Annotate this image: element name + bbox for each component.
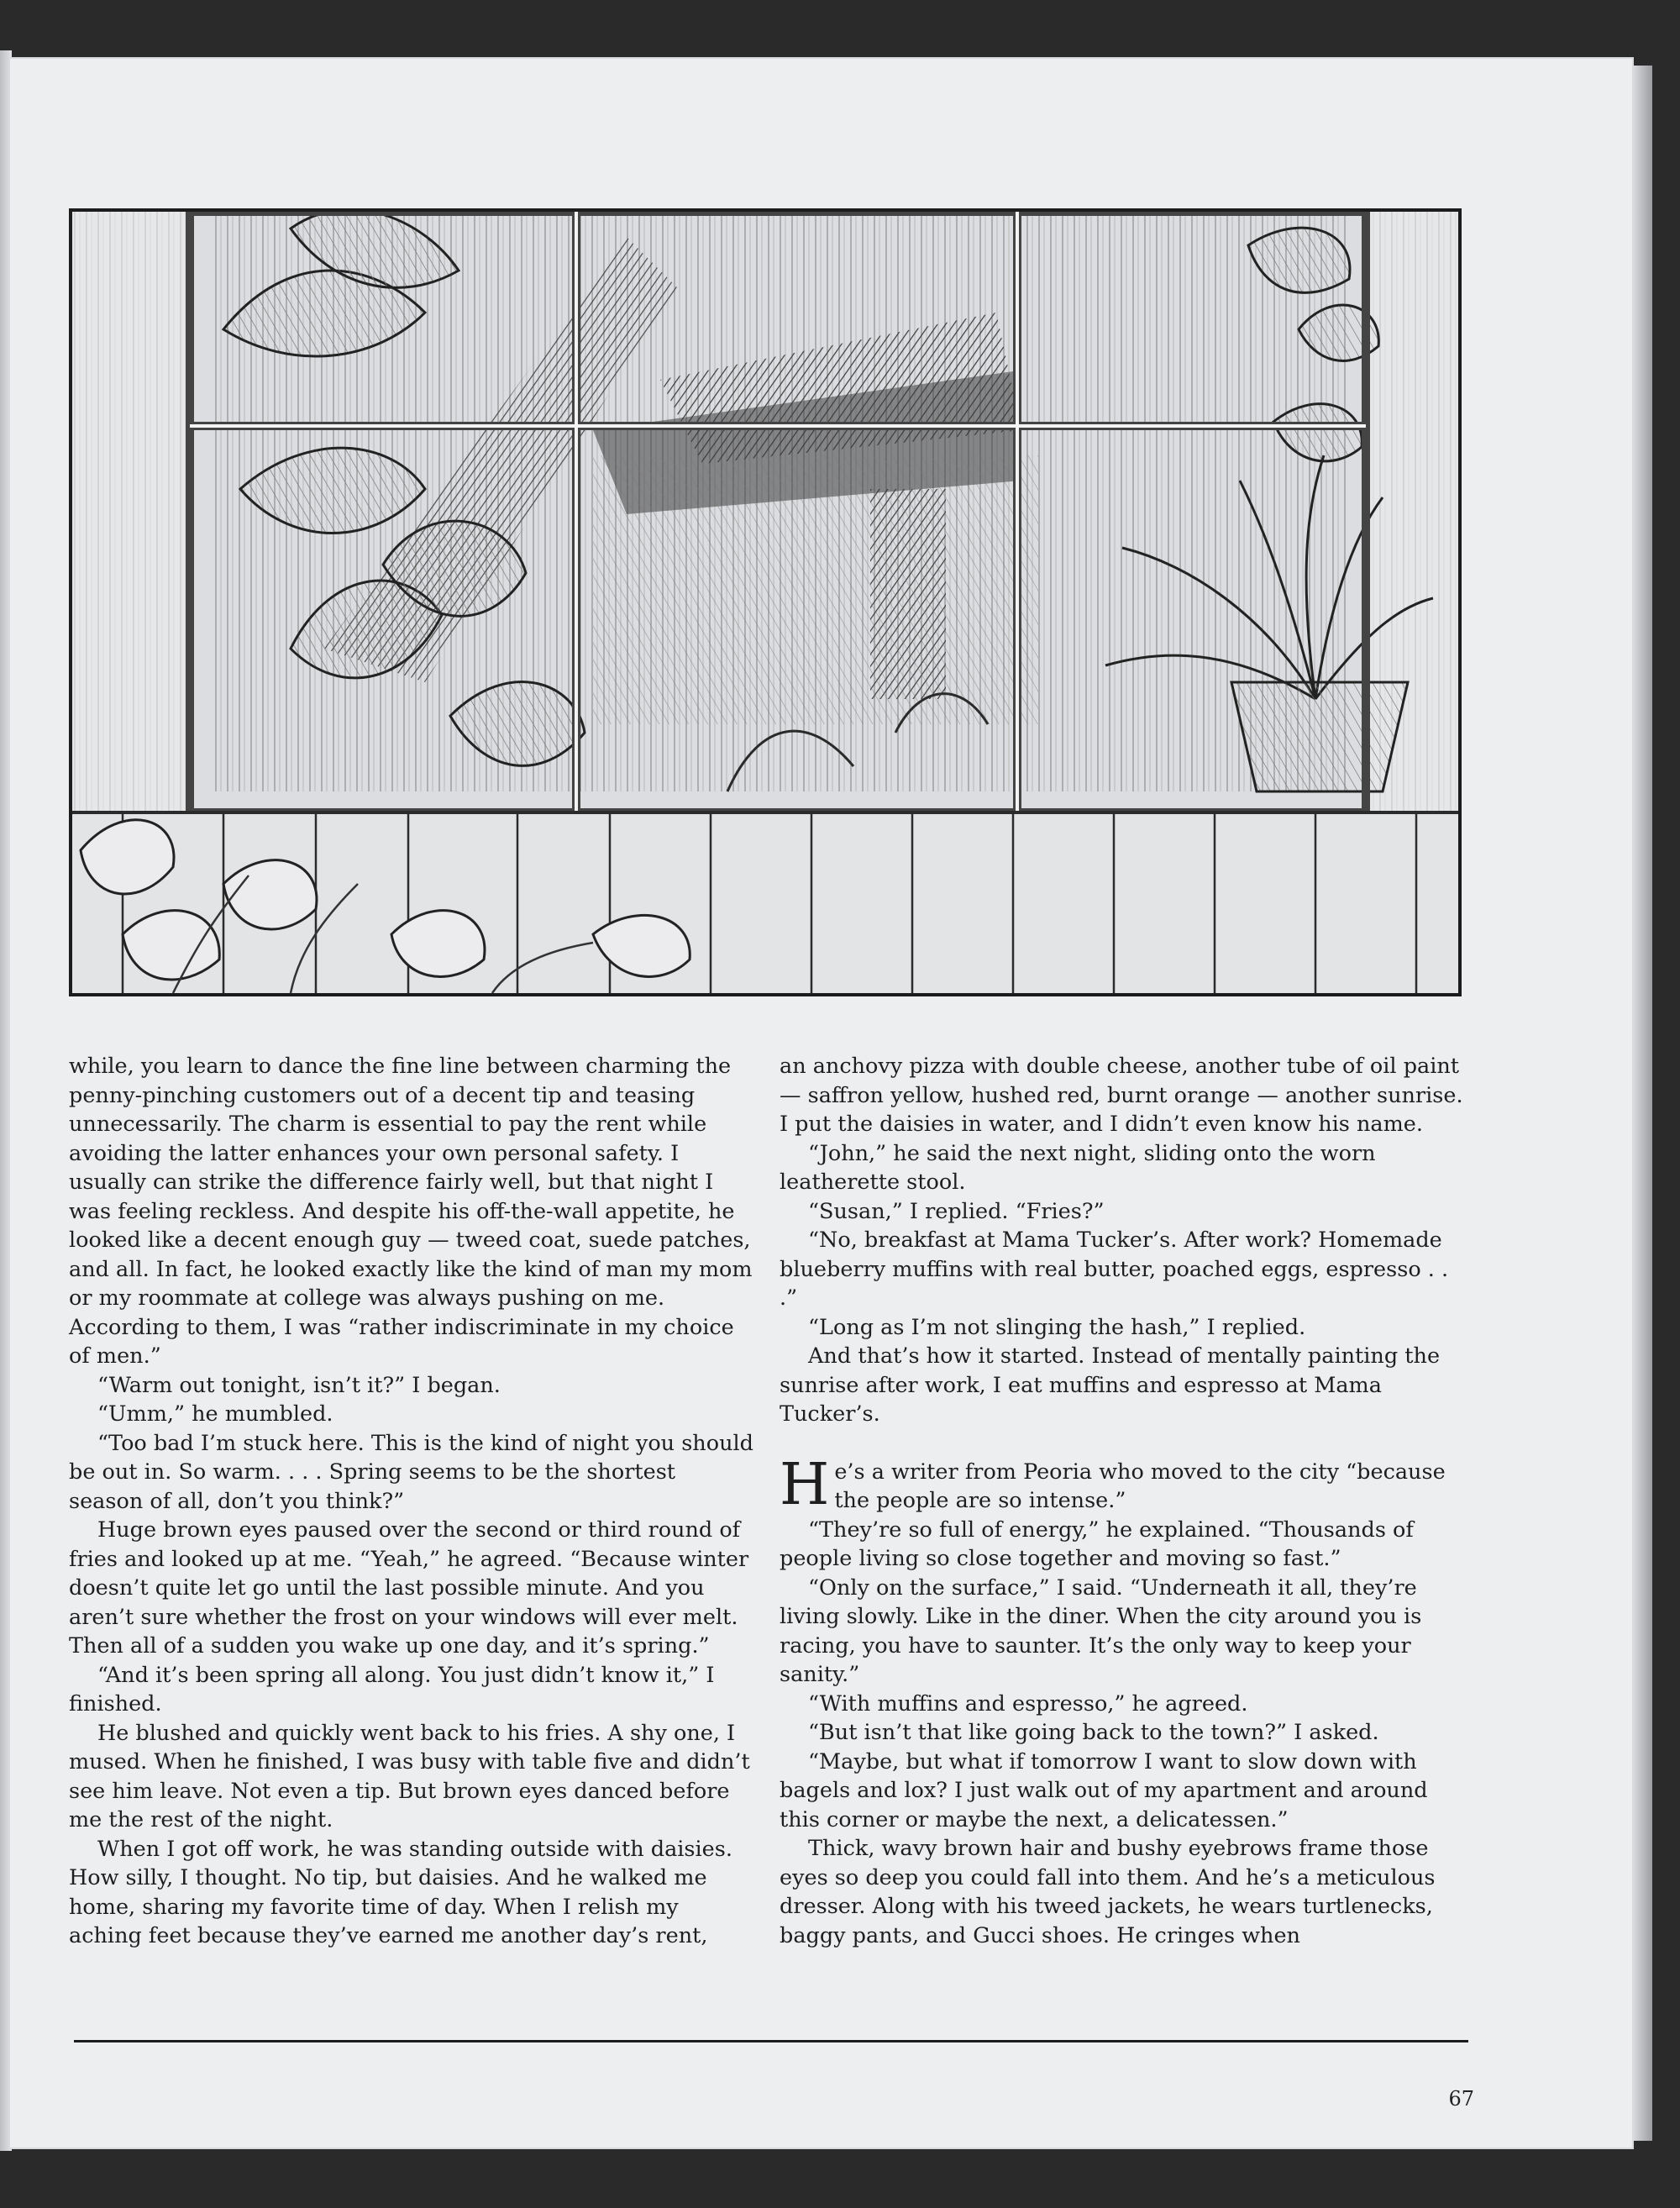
section-opening-paragraph: [780, 1451, 1464, 1518]
paragraph: “Long as I’m not slinging the hash,” I replied.: [808, 1314, 1306, 1340]
pencil-sketch-window-plants-icon: [72, 212, 1458, 993]
drop-cap: H: [780, 1451, 830, 1518]
paragraph: “No, breakfast at Mama Tucker’s. After work? Homemade blueberry muffins with real butter, poached eggs, espresso . . .”: [780, 1228, 1449, 1311]
paragraph: “With muffins and espresso,” he agreed.: [808, 1690, 1248, 1716]
paragraph: And that’s how it started. Instead of mentally painting the sunrise after work, I eat muffins and espresso at Mama Tucker’s.: [780, 1343, 1441, 1427]
paragraph: “But isn’t that like going back to the town?” I asked.: [808, 1720, 1379, 1745]
paragraph: Huge brown eyes paused over the second or third round of fries and looked up at me. “Yeah,” he agreed. “Because winter doesn’t quite let go until the last possible minute. And you aren’t sure whether the frost on your windows will ever melt. Then all of a sudden you wake up one day, and it’s spring.”: [69, 1517, 749, 1659]
paragraph: “Umm,” he mumbled.: [97, 1401, 333, 1427]
paragraph: “They’re so full of energy,” he explained. “Thousands of people living so close together and moving so fast.”: [780, 1517, 1414, 1571]
paragraph: while, you learn to dance the fine line between charming the penny-pinching customers out of a decent tip and teasing unnecessarily. The charm is essential to pay the rent while avoiding the latter enhances your own personal safety. I usually can strike the difference fairly well, but that night I was feeling reckless. And despite his off-the-wall appetite, he looked like a decent enough guy — tweed coat, suede patches, and all. In fact, he looked exactly like the kind of man my mom or my roommate at college was always pushing on me. According to them, I was “rather indiscriminate in my choice of men.”: [69, 1054, 753, 1369]
paragraph: “Too bad I’m stuck here. This is the kind of night you should be out in. So warm. . . . Spring seems to be the shortest season of all, don’t you think?”: [69, 1430, 753, 1514]
paragraph: He blushed and quickly went back to his fries. A shy one, I mused. When he finished, I was busy with table five and didn’t see him leave. Not even a tip. But brown eyes danced before me the rest of the night.: [69, 1720, 750, 1832]
paragraph: “And it’s been spring all along. You just didn’t know it,” I finished.: [69, 1662, 715, 1716]
paragraph: “Maybe, but what if tomorrow I want to slow down with bagels and lox? I just walk out of my apartment and around this corner or maybe the next, a delicatessen.”: [780, 1748, 1428, 1832]
paragraph: “Only on the surface,” I said. “Underneath it all, they’re living slowly. Like in the diner. When the city around you is racing, you have to saunter. It’s the only way to keep your sanity.”: [780, 1575, 1422, 1687]
article-column-right: [780, 1052, 1464, 1950]
footer-rule: [74, 2040, 1468, 2042]
article-column-left: [69, 1052, 753, 1951]
window-plants-illustration: [69, 208, 1462, 996]
paragraph: “Susan,” I replied. “Fries?”: [808, 1198, 1105, 1224]
page-stack-edge: [1634, 66, 1652, 2141]
paragraph: an anchovy pizza with double cheese, another tube of oil paint — saffron yellow, hushed red, burnt orange — another sunrise. I put the daisies in water, and I didn’t even know his name.: [780, 1054, 1463, 1137]
paragraph: “John,” he said the next night, sliding onto the worn leatherette stool.: [780, 1140, 1376, 1195]
section-opening-text: e’s a writer from Peoria who moved to the city “because the people are so intense.”: [834, 1459, 1446, 1513]
paragraph: When I got off work, he was standing outside with daisies. How silly, I thought. No tip, but daisies. And he walked me home, sharing my favorite time of day. When I relish my aching feet because they’ve earned me another day’s rent,: [69, 1836, 732, 1948]
paragraph: “Warm out tonight, isn’t it?” I began.: [97, 1372, 501, 1398]
page-number: 67: [1448, 2087, 1474, 2111]
paragraph: Thick, wavy brown hair and bushy eyebrows frame those eyes so deep you could fall into them. And he’s a meticulous dresser. Along with his tweed jackets, he wears turtlenecks, baggy pants, and Gucci shoes. He cringes when: [780, 1836, 1436, 1948]
